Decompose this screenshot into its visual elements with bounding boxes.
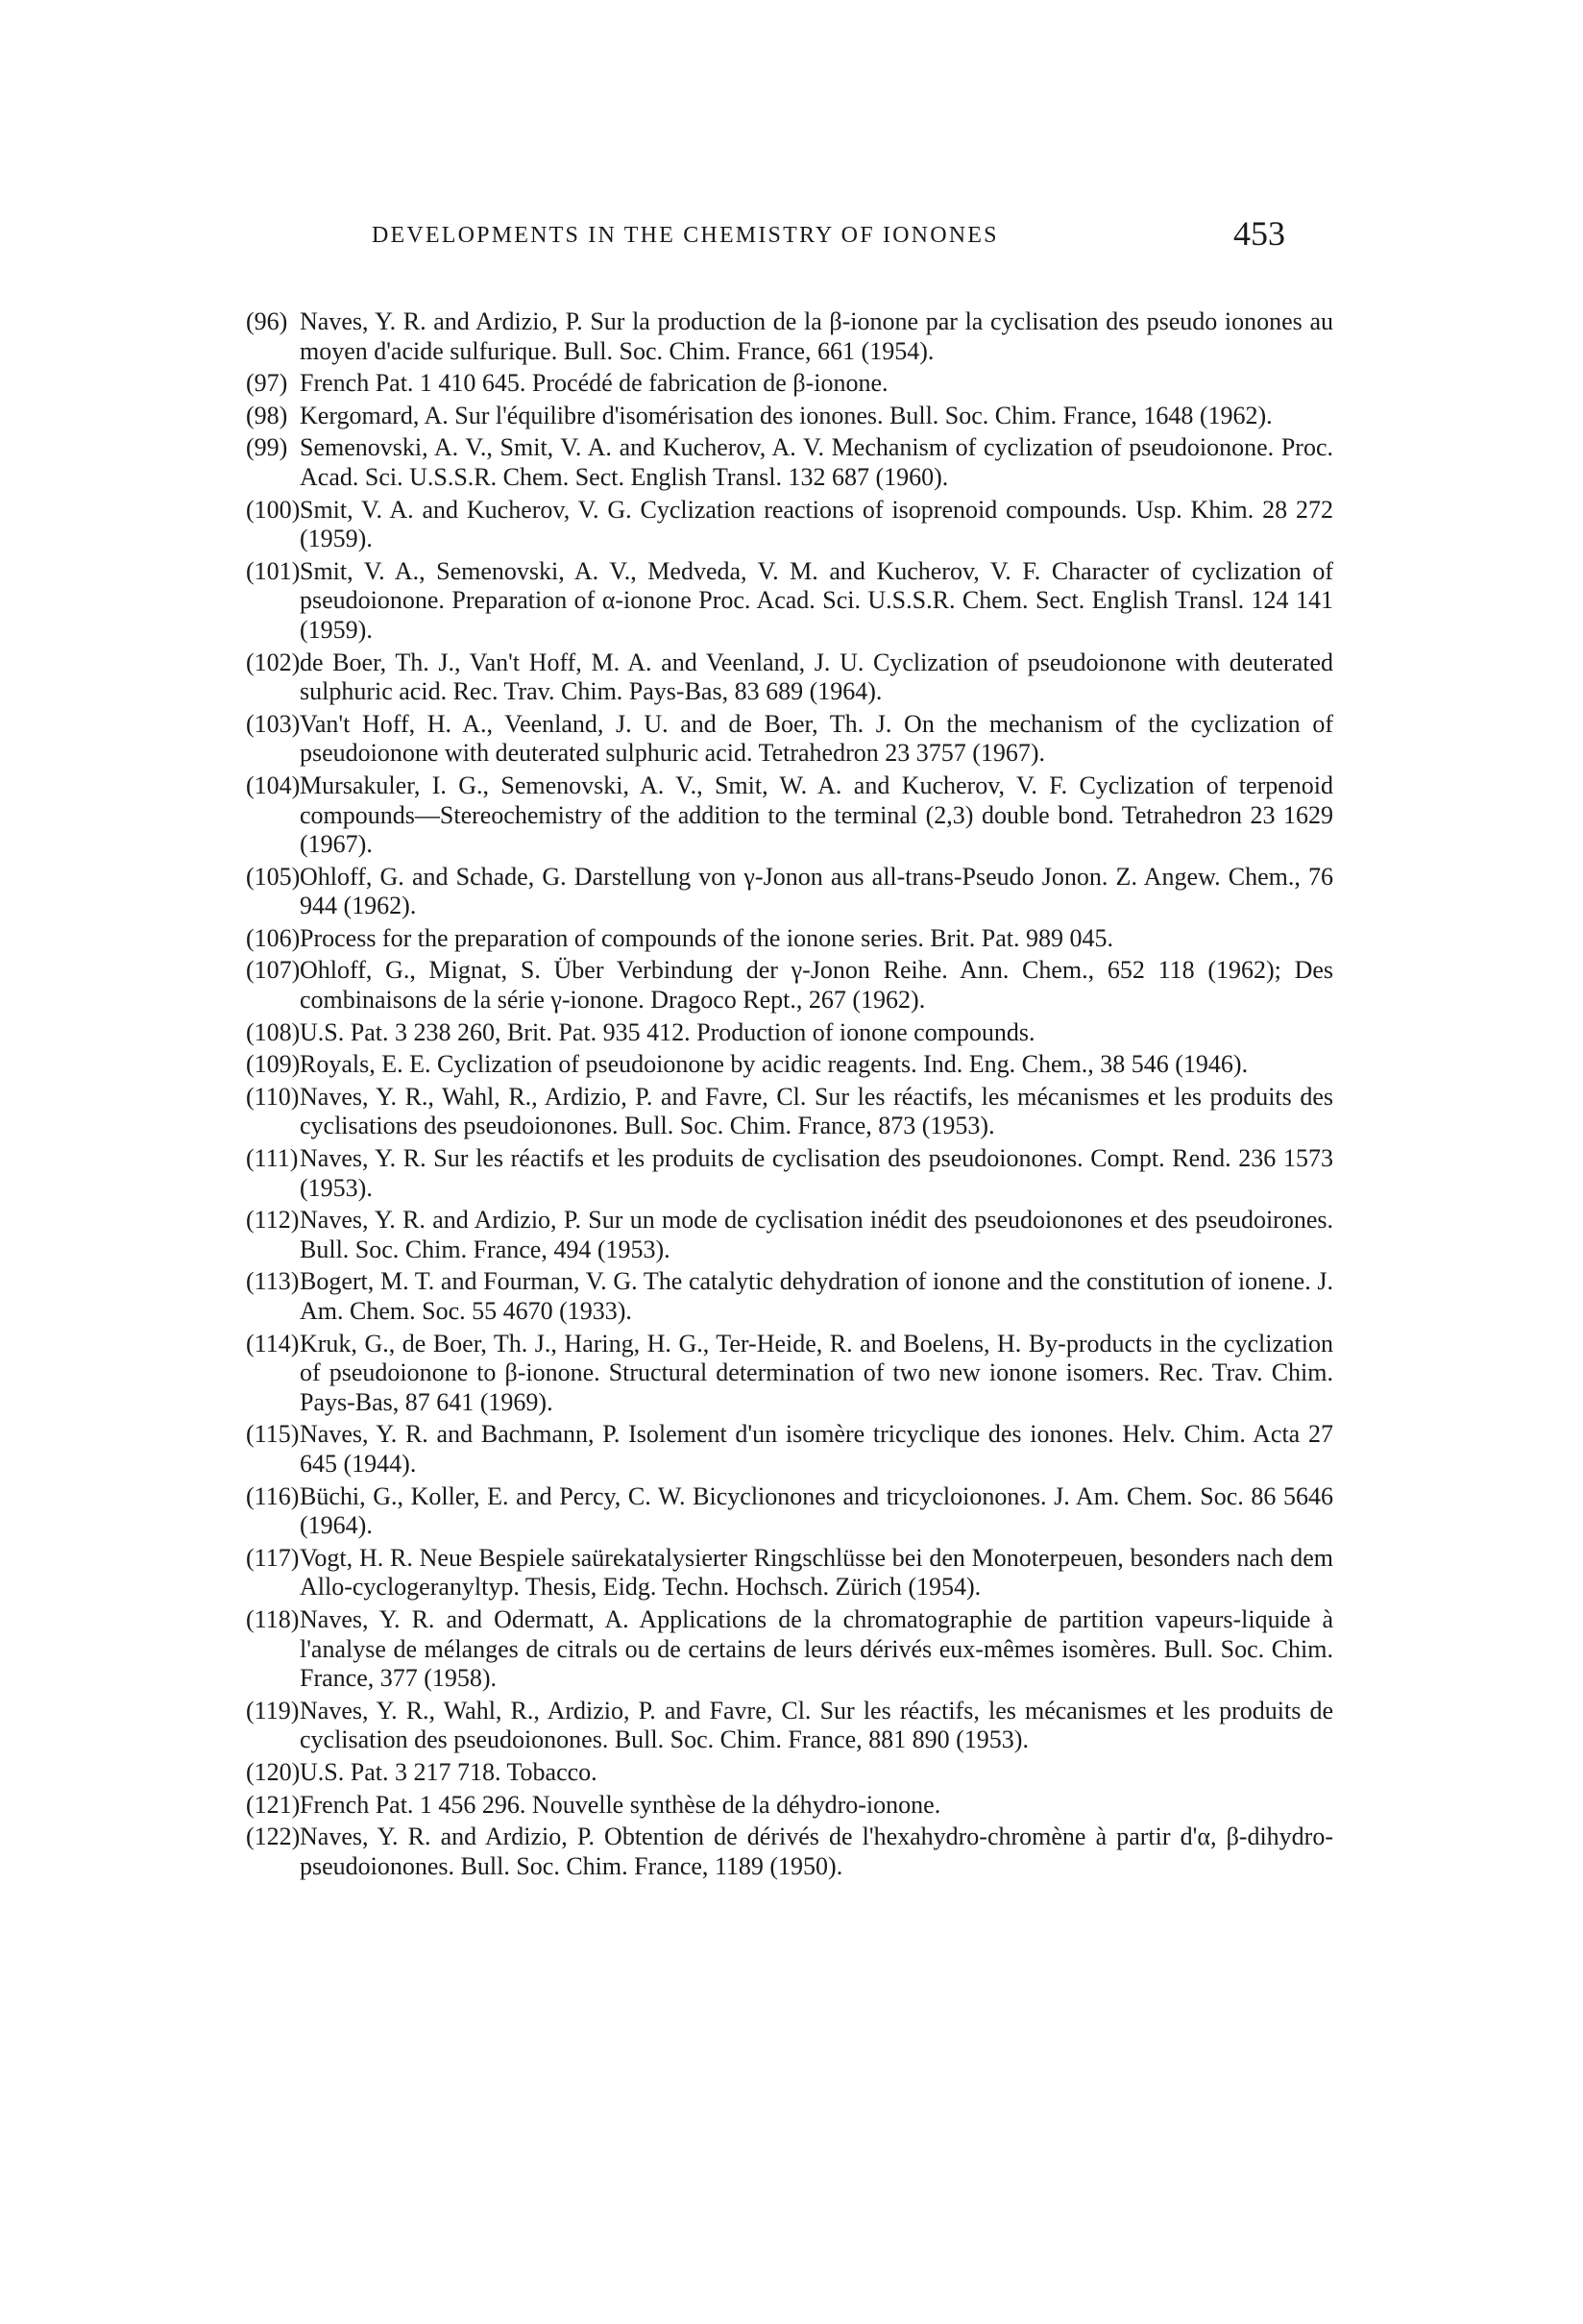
reference-text: Naves, Y. R. Sur les réactifs et les produits de cyclisation des pseudoionones. Compt. Rend. 236 1573 (1953).: [300, 1144, 1333, 1202]
reference-text: Royals, E. E. Cyclization of pseudoionone by acidic reagents. Ind. Eng. Chem., 38 546 (1946).: [300, 1050, 1249, 1079]
reference-number: (99): [246, 433, 288, 462]
reference-item: [246, 307, 1333, 366]
reference-number: (115): [246, 1420, 300, 1449]
reference-number: (120): [246, 1757, 301, 1786]
reference-text: Mursakuler, I. G., Semenovski, A. V., Smit, W. A. and Kucherov, V. F. Cyclization of terpenoid compounds—Stereochemistry of the addition to the terminal (2,3) double bond. Tetrahedron 23 1629 (1967).: [300, 771, 1333, 859]
reference-text: Naves, Y. R., Wahl, R., Ardizio, P. and Favre, Cl. Sur les réactifs, les mécanismes et les produits des cyclisations des pseudoionones. Bull. Soc. Chim. France, 873 (1953).: [300, 1082, 1333, 1140]
reference-item: [246, 924, 1333, 954]
reference-item: [246, 369, 1333, 399]
reference-item: [246, 402, 1333, 431]
reference-item: [246, 1083, 1333, 1141]
reference-text: Process for the preparation of compounds of the ionone series. Brit. Pat. 989 045.: [300, 923, 1113, 952]
reference-text: Semenovski, A. V., Smit, V. A. and Kucherov, A. V. Mechanism of cyclization of pseudoionone. Proc. Acad. Sci. U.S.S.R. Chem. Sect. English Transl. 132 687 (1960).: [300, 433, 1333, 491]
reference-number: (106): [246, 923, 301, 952]
reference-text: Naves, Y. R., Wahl, R., Ardizio, P. and Favre, Cl. Sur les réactifs, les mécanismes et les produits de cyclisation des pseudoionones. Bull. Soc. Chim. France, 881 890 (1953).: [300, 1696, 1333, 1754]
reference-text: Büchi, G., Koller, E. and Percy, C. W. Bicyclionones and tricycloionones. J. Am. Chem. Soc. 86 5646 (1964).: [300, 1481, 1333, 1540]
reference-text: French Pat. 1 410 645. Procédé de fabrication de β-ionone.: [300, 369, 889, 398]
reference-item: [246, 1697, 1333, 1755]
reference-number: (108): [246, 1017, 301, 1046]
reference-item: [246, 1144, 1333, 1203]
reference-item: [246, 648, 1333, 707]
reference-item: [246, 1544, 1333, 1602]
reference-number: (98): [246, 401, 288, 429]
reference-number: (122): [246, 1823, 301, 1851]
reference-number: (101): [246, 556, 301, 585]
reference-item: [246, 771, 1333, 860]
reference-item: [246, 1330, 1333, 1418]
reference-item: [246, 1420, 1333, 1479]
reference-item: [246, 1482, 1333, 1541]
reference-number: (116): [246, 1481, 300, 1510]
reference-number: (103): [246, 709, 301, 738]
reference-number: (102): [246, 648, 301, 676]
reference-text: Smit, V. A., Semenovski, A. V., Medveda, V. M. and Kucherov, V. F. Character of cyclization of pseudoionone. Preparation of α-ionone Proc. Acad. Sci. U.S.S.R. Chem. Sect. English Transl. 124 141 (1959).: [300, 556, 1333, 644]
reference-text: Ohloff, G. and Schade, G. Darstellung von γ-Jonon aus all-trans-Pseudo Jonon. Z. Angew. Chem., 76 944 (1962).: [300, 862, 1333, 920]
reference-item: [246, 863, 1333, 921]
reference-item: [246, 557, 1333, 646]
reference-item: [246, 710, 1333, 769]
reference-number: (96): [246, 307, 288, 335]
reference-item: [246, 1267, 1333, 1326]
reference-item: [246, 496, 1333, 554]
reference-number: (114): [246, 1329, 300, 1358]
reference-text: French Pat. 1 456 296. Nouvelle synthèse de la déhydro-ionone.: [300, 1790, 941, 1819]
reference-number: (104): [246, 771, 301, 799]
reference-number: (105): [246, 862, 301, 891]
reference-text: Naves, Y. R. and Bachmann, P. Isolement d'un isomère tricyclique des ionones. Helv. Chim. Acta 27 645 (1944).: [300, 1420, 1333, 1478]
reference-number: (121): [246, 1790, 301, 1819]
reference-number: (119): [246, 1696, 300, 1725]
reference-number: (107): [246, 956, 301, 985]
reference-item: [246, 1050, 1333, 1080]
reference-text: Naves, Y. R. and Ardizio, P. Sur un mode de cyclisation inédit des pseudoionones et des pseudoirones. Bull. Soc. Chim. France, 494 (1953).: [300, 1206, 1333, 1263]
reference-item: [246, 1791, 1333, 1821]
reference-text: U.S. Pat. 3 217 718. Tobacco.: [300, 1757, 597, 1786]
reference-text: de Boer, Th. J., Van't Hoff, M. A. and Veenland, J. U. Cyclization of pseudoionone with deuterated sulphuric acid. Rec. Trav. Chim. Pays-Bas, 83 689 (1964).: [300, 648, 1333, 706]
reference-number: (118): [246, 1604, 300, 1633]
reference-text: U.S. Pat. 3 238 260, Brit. Pat. 935 412. Production of ionone compounds.: [300, 1017, 1035, 1046]
reference-number: (113): [246, 1267, 300, 1296]
reference-number: (111): [246, 1144, 299, 1173]
page-number: 453: [1233, 214, 1285, 253]
reference-text: Bogert, M. T. and Fourman, V. G. The catalytic dehydration of ionone and the constitution of ionene. J. Am. Chem. Soc. 55 4670 (1933).: [300, 1267, 1333, 1325]
reference-text: Kruk, G., de Boer, Th. J., Haring, H. G., Ter-Heide, R. and Boelens, H. By-products in the cyclization of pseudoionone to β-ionone. Structural determination of two new ionone isomers. Rec. Trav. Chim. Pays-Bas, 87 641 (1969).: [300, 1329, 1333, 1416]
reference-item: [246, 1758, 1333, 1788]
reference-item: [246, 1018, 1333, 1048]
reference-text: Van't Hoff, H. A., Veenland, J. U. and de Boer, Th. J. On the mechanism of the cyclization of pseudoionone with deuterated sulphuric acid. Tetrahedron 23 3757 (1967).: [300, 709, 1333, 768]
reference-item: [246, 1823, 1333, 1881]
reference-text: Naves, Y. R. and Ardizio, P. Sur la production de la β-ionone par la cyclisation des pseudo ionones au moyen d'acide sulfurique. Bull. Soc. Chim. France, 661 (1954).: [300, 307, 1333, 365]
reference-number: (117): [246, 1543, 300, 1572]
reference-number: (97): [246, 369, 288, 398]
reference-text: Kergomard, A. Sur l'équilibre d'isomérisation des ionones. Bull. Soc. Chim. France, 1648 (1962).: [300, 401, 1273, 429]
reference-list: [246, 307, 1333, 1884]
reference-text: Naves, Y. R. and Ardizio, P. Obtention de dérivés de l'hexahydro-chromène à partir d'α, β-dihydro-pseudoionones. Bull. Soc. Chim. France, 1189 (1950).: [300, 1823, 1333, 1880]
reference-number: (112): [246, 1206, 300, 1235]
reference-item: [246, 433, 1333, 492]
reference-number: (109): [246, 1050, 301, 1079]
reference-item: [246, 1605, 1333, 1694]
page-header: [372, 213, 1332, 271]
reference-item: [246, 1206, 1333, 1264]
reference-item: [246, 956, 1333, 1015]
reference-number: (110): [246, 1082, 300, 1111]
reference-text: Smit, V. A. and Kucherov, V. G. Cyclization reactions of isoprenoid compounds. Usp. Khim. 28 272 (1959).: [300, 495, 1333, 553]
reference-text: Vogt, H. R. Neue Bespiele saürekatalysierter Ringschlüsse bei den Monoterpeuen, besonders nach dem Allo-cyclogeranyltyp. Thesis, Eidg. Techn. Hochsch. Zürich (1954).: [300, 1543, 1333, 1602]
reference-text: Naves, Y. R. and Odermatt, A. Applications de la chromatographie de partition vapeurs-liquide à l'analyse de mélanges de citrals ou de certains de leurs dérivés eux-mêmes isomères. Bull. Soc. Chim. France, 377 (1958).: [300, 1604, 1333, 1693]
reference-text: Ohloff, G., Mignat, S. Über Verbindung der γ-Jonon Reihe. Ann. Chem., 652 118 (1962); Des combinaisons de la série γ-ionone. Dragoco Rept., 267 (1962).: [300, 956, 1333, 1015]
reference-number: (100): [246, 495, 301, 524]
running-title: DEVELOPMENTS IN THE CHEMISTRY OF IONONES: [372, 223, 999, 248]
